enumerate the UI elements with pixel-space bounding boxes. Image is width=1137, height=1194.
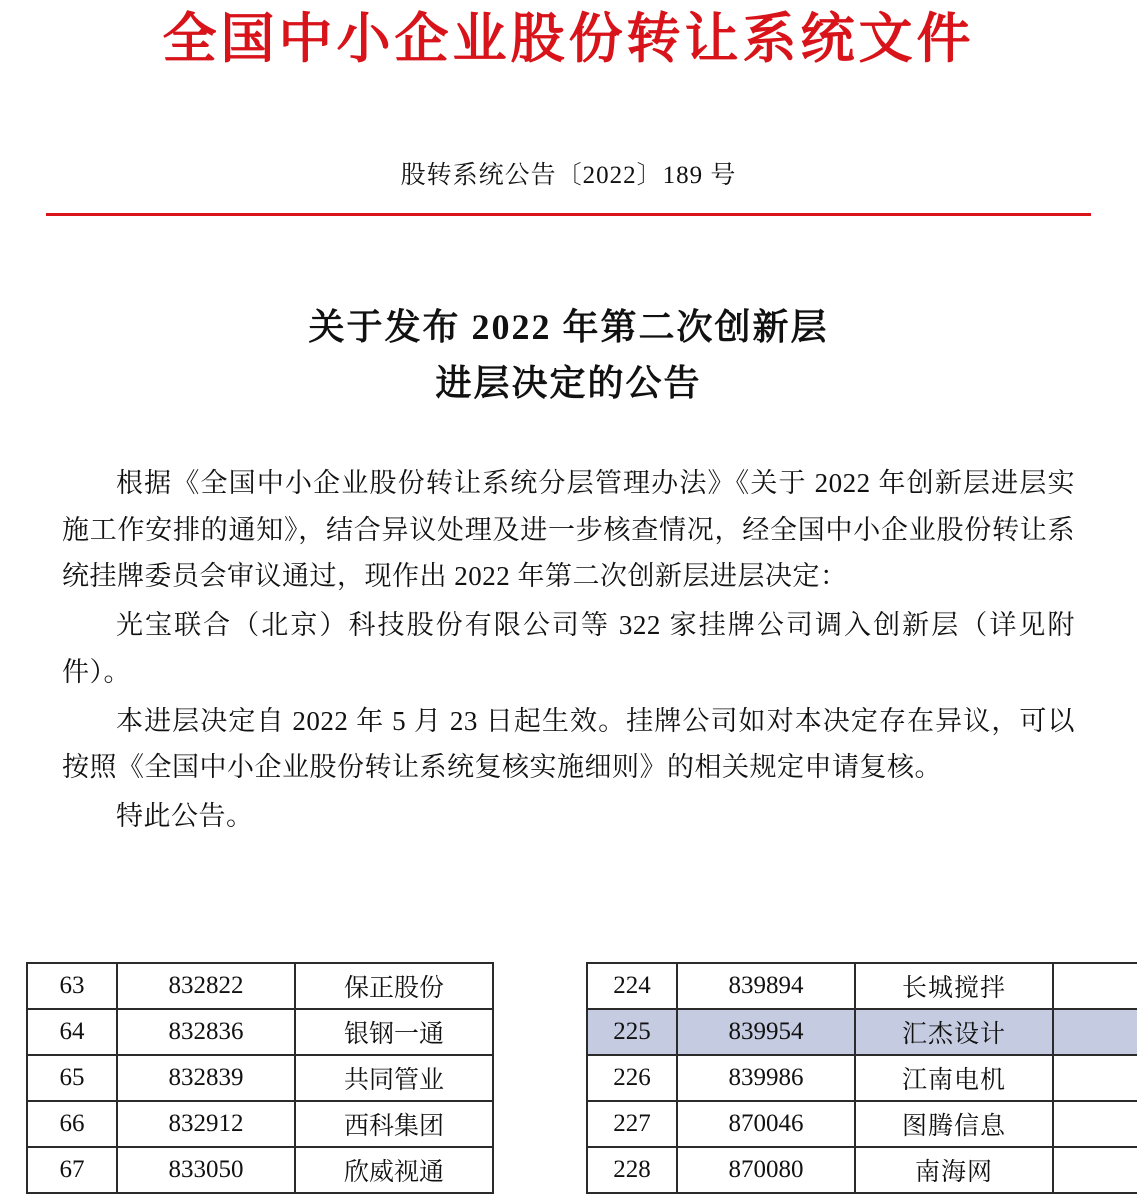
cell-index-right: 228 <box>587 1147 677 1193</box>
table-row <box>27 1101 1137 1147</box>
body-text <box>62 460 1075 840</box>
body-paragraph-4: 特此公告。 <box>116 800 254 831</box>
cell-tail <box>1053 1055 1137 1101</box>
cell-code-right: 839954 <box>677 1009 855 1055</box>
cell-name-right: 南海网 <box>855 1147 1053 1193</box>
cell-tail <box>1053 1147 1137 1193</box>
cell-code-right: 870046 <box>677 1101 855 1147</box>
cell-code-right: 870080 <box>677 1147 855 1193</box>
body-paragraph-3: 本进层决定自 2022 年 5 月 23 日起生效。挂牌公司如对本决定存在异议，可以按照《全国中小企业股份转让系统复核实施细则》的相关规定申请复核。 <box>62 705 1075 783</box>
cell-tail <box>1053 963 1137 1009</box>
cell-spacer <box>493 1055 587 1101</box>
cell-index-left: 65 <box>27 1055 117 1101</box>
cell-spacer <box>493 1009 587 1055</box>
cell-index-left: 63 <box>27 963 117 1009</box>
cell-index-right: 225 <box>587 1009 677 1055</box>
cell-name-right: 江南电机 <box>855 1055 1053 1101</box>
cell-code-right: 839986 <box>677 1055 855 1101</box>
page-title-line-2: 进层决定的公告 <box>435 363 702 404</box>
red-divider <box>46 213 1091 216</box>
cell-name-left: 共同管业 <box>295 1055 493 1101</box>
table-row <box>27 963 1137 1009</box>
cell-code-left: 832912 <box>117 1101 295 1147</box>
cell-index-right: 226 <box>587 1055 677 1101</box>
cell-code-right: 839894 <box>677 963 855 1009</box>
cell-name-left: 保正股份 <box>295 963 493 1009</box>
annex-table <box>26 962 1137 1194</box>
cell-spacer <box>493 963 587 1009</box>
cell-name-right: 图腾信息 <box>855 1101 1053 1147</box>
masthead <box>0 0 1137 69</box>
cell-name-left: 欣威视通 <box>295 1147 493 1193</box>
document-number: 股转系统公告〔2022〕189 号 <box>400 162 737 190</box>
cell-index-left: 66 <box>27 1101 117 1147</box>
cell-code-left: 833050 <box>117 1147 295 1193</box>
body-paragraph-1: 根据《全国中小企业股份转让系统分层管理办法》《关于 2022 年创新层进层实施工作安排的通知》，结合异议处理及进一步核查情况，经全国中小企业股份转让系统挂牌委员会审议通过，现作出 2022 年第二次创新层进层决定： <box>62 467 1075 592</box>
cell-index-left: 67 <box>27 1147 117 1193</box>
cell-index-right: 227 <box>587 1101 677 1147</box>
cell-name-left: 西科集团 <box>295 1101 493 1147</box>
table-row <box>27 1009 1137 1055</box>
cell-code-left: 832822 <box>117 963 295 1009</box>
cell-spacer <box>493 1101 587 1147</box>
page-title <box>0 300 1137 412</box>
cell-spacer <box>493 1147 587 1193</box>
table-row <box>27 1147 1137 1193</box>
table-row <box>27 1055 1137 1101</box>
cell-code-left: 832836 <box>117 1009 295 1055</box>
page-title-line-1: 关于发布 2022 年第二次创新层 <box>308 307 829 348</box>
cell-name-left: 银钢一通 <box>295 1009 493 1055</box>
annex-table-wrapper <box>26 962 1112 1194</box>
cell-name-right: 长城搅拌 <box>855 963 1053 1009</box>
cell-tail <box>1053 1009 1137 1055</box>
masthead-title: 全国中小企业股份转让系统文件 <box>162 9 975 69</box>
cell-index-right: 224 <box>587 963 677 1009</box>
body-paragraph-2: 光宝联合（北京）科技股份有限公司等 322 家挂牌公司调入创新层（详见附件）。 <box>62 610 1075 687</box>
cell-name-right: 汇杰设计 <box>855 1009 1053 1055</box>
cell-index-left: 64 <box>27 1009 117 1055</box>
cell-tail <box>1053 1101 1137 1147</box>
cell-code-left: 832839 <box>117 1055 295 1101</box>
